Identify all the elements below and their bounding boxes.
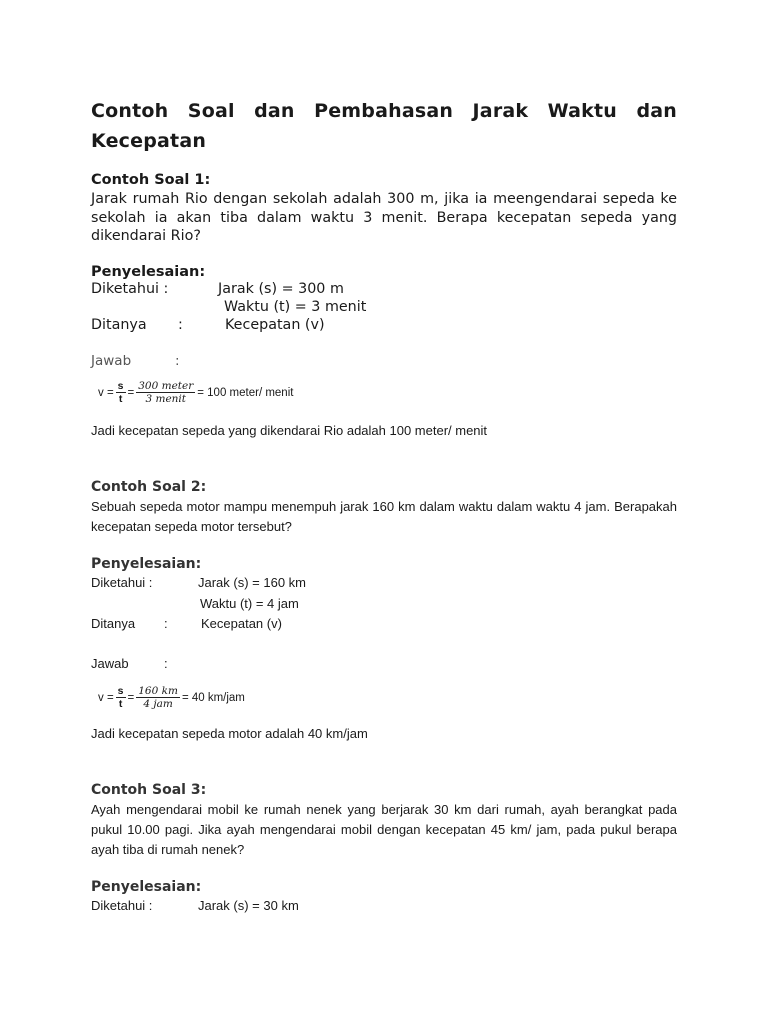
- soal1-diketahui-row: [91, 280, 344, 298]
- soal2-kesimpulan: Jadi kecepatan sepeda motor adalah 40 km/jam: [91, 726, 368, 741]
- ditanya-colon: :: [178, 317, 183, 333]
- formula-denominator: 4 jam: [143, 698, 173, 710]
- soal2-heading: Contoh Soal 2:: [91, 479, 207, 495]
- jawab-colon: :: [175, 353, 180, 369]
- soal2-formula: [98, 685, 245, 710]
- formula-eq: =: [127, 386, 135, 399]
- jarak-value: Jarak (s) = 30 km: [198, 898, 299, 913]
- formula-eq: =: [127, 691, 135, 704]
- soal1-kesimpulan: Jadi kecepatan sepeda yang dikendarai Rio adalah 100 meter/ menit: [91, 423, 488, 438]
- diketahui-label: Diketahui :: [91, 575, 153, 590]
- jarak-value: Jarak (s) = 160 km: [198, 575, 307, 590]
- soal3-diketahui-row: [91, 897, 299, 915]
- soal2-ditanya-row: [91, 615, 282, 633]
- soal1-jawab-row: [91, 352, 180, 370]
- formula-v: v =: [98, 386, 114, 399]
- formula-numerator: 160 km: [138, 685, 178, 697]
- formula-t: t: [118, 393, 123, 405]
- formula-denominator: 3 menit: [145, 393, 186, 405]
- formula-s-over-t: [116, 380, 126, 405]
- diketahui-label: Diketahui :: [91, 898, 153, 913]
- soal1-formula: [98, 380, 293, 405]
- diketahui-label: Diketahui :: [91, 281, 169, 297]
- soal2-jawab-row: [91, 655, 168, 673]
- formula-v: v =: [98, 691, 114, 704]
- soal3-penyelesaian: Penyelesaian:: [91, 879, 202, 895]
- soal2-penyelesaian: Penyelesaian:: [91, 556, 202, 572]
- formula-s: s: [117, 380, 124, 392]
- soal1-ditanya-row: [91, 316, 325, 334]
- ditanya-value: Kecepatan (v): [225, 317, 325, 333]
- formula-result: = 40 km/jam: [181, 691, 245, 704]
- formula-result: = 100 meter/ menit: [197, 386, 294, 399]
- soal2-diketahui-row: [91, 574, 307, 592]
- soal1-text: Jarak rumah Rio dengan sekolah adalah 300 m, jika ia meengendarai sepeda ke sekolah ia akan tiba dalam waktu 3 menit. Berapa kecepatan sepeda yang dikendarai Rio?: [91, 191, 677, 244]
- ditanya-label: Ditanya: [91, 616, 136, 631]
- jawab-label: Jawab: [91, 656, 129, 671]
- soal1-heading: Contoh Soal 1:: [91, 172, 211, 188]
- jawab-label: Jawab: [91, 353, 132, 369]
- soal3-text: Ayah mengendarai mobil ke rumah nenek yang berjarak 30 km dari rumah, ayah berangkat pada pukul 10.00 pagi. Jika ayah mengendarai mobil dengan kecepatan 45 km/ jam, pada pukul berapa ayah tiba di rumah nenek?: [91, 802, 677, 857]
- ditanya-colon: :: [164, 616, 168, 631]
- jarak-value: Jarak (s) = 300 m: [218, 281, 344, 297]
- jawab-colon: :: [164, 656, 168, 671]
- formula-s: s: [117, 685, 124, 697]
- waktu-value: Waktu (t) = 4 jam: [200, 596, 299, 611]
- formula-t: t: [118, 698, 123, 710]
- formula-fraction: [136, 380, 195, 405]
- waktu-value: Waktu (t) = 3 menit: [224, 299, 367, 315]
- formula-numerator: 300 meter: [138, 380, 194, 392]
- soal1-penyelesaian: Penyelesaian:: [91, 264, 206, 280]
- page-title: Contoh Soal dan Pembahasan Jarak Waktu dan Kecepatan: [91, 100, 677, 152]
- ditanya-label: Ditanya: [91, 317, 147, 333]
- formula-s-over-t: [116, 685, 126, 710]
- soal3-heading: Contoh Soal 3:: [91, 782, 207, 798]
- soal2-text: Sebuah sepeda motor mampu menempuh jarak 160 km dalam waktu dalam waktu 4 jam. Berapakah kecepatan sepeda motor tersebut?: [91, 499, 677, 534]
- ditanya-value: Kecepatan (v): [201, 616, 282, 631]
- formula-fraction: [136, 685, 180, 710]
